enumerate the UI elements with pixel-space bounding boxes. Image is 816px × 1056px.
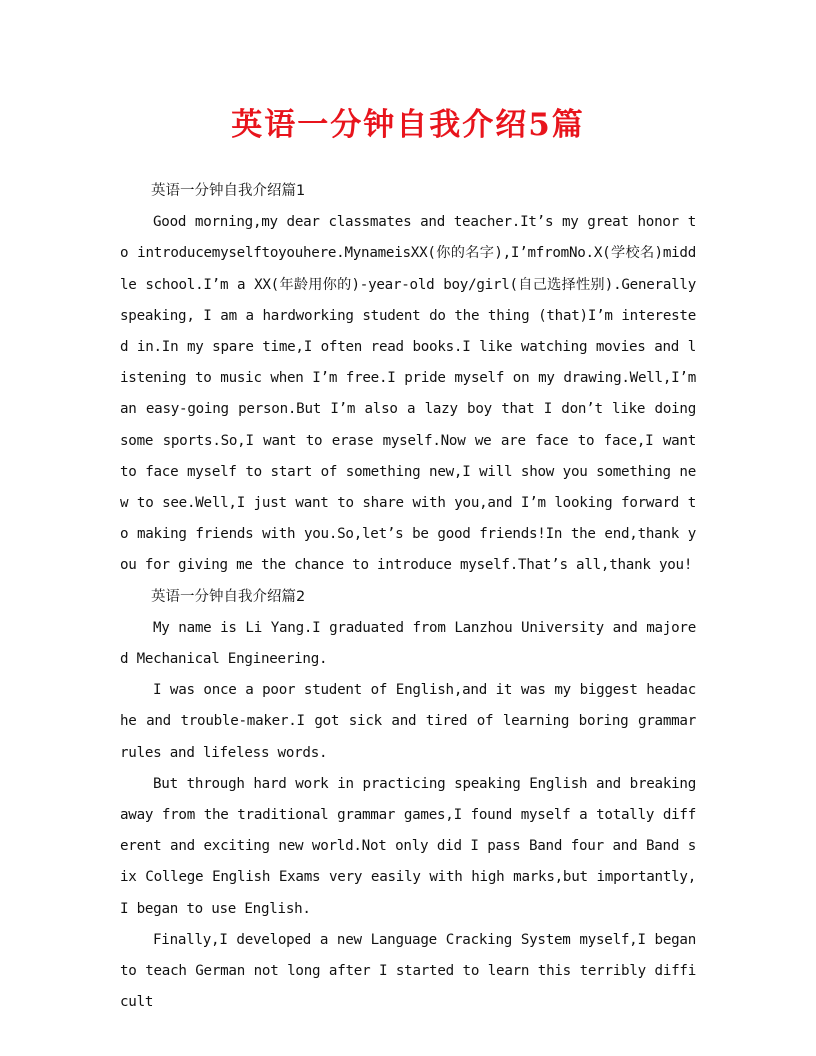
document-body [120, 176, 696, 1018]
section-2-paragraph-1: My name is Li Yang.I graduated from Lanzhou University and majored Mechanical Engineering. [120, 619, 696, 668]
document-title: 英语一分钟自我介绍5篇 [231, 107, 585, 143]
section-2-paragraph-2: I was once a poor student of English,and it was my biggest headache and trouble-maker.I got sick and tired of learning boring grammar rules and lifeless words. [120, 682, 696, 761]
section-2-paragraph-3: But through hard work in practicing speaking English and breaking away from the traditional grammar games,I found myself a totally different and exciting new world.Not only did I pass Band four and Band six College English Exams very easily with high marks,but importantly,I began to use English. [120, 775, 696, 917]
section-heading-1: 英语一分钟自我介绍篇1 [151, 183, 306, 199]
section-1-paragraph-1: Good morning,my dear classmates and teacher.It’s my great honor to introducemyselftoyouhere.MynameisXX(你的名字),I’mfromNo.X(学校名)middle school.I’m a XX(年龄用你的)-year-old boy/girl(自己选择性别).Generally speaking, I am a hardworking student do the thing (that)I’m interested in.In my spare time,I often read books.I like watching movies and listening to music when I’m free.I pride myself on my drawing.Well,I’m an easy-going person.But I’m also a lazy boy that I don’t like doing some sports.So,I want to erase myself.Now we are face to face,I want to face myself to start of something new,I will show you something new to see.Well,I just want to share with you,and I’m looking forward to making friends with you.So,let’s be good friends!In the end,thank you for giving me the chance to introduce myself.That’s all,thank you! [120, 214, 696, 574]
section-heading-2: 英语一分钟自我介绍篇2 [151, 588, 306, 605]
section-2-paragraph-4: Finally,I developed a new Language Cracking System myself,I began to teach German not long after I started to learn this terribly difficult [120, 931, 696, 1011]
